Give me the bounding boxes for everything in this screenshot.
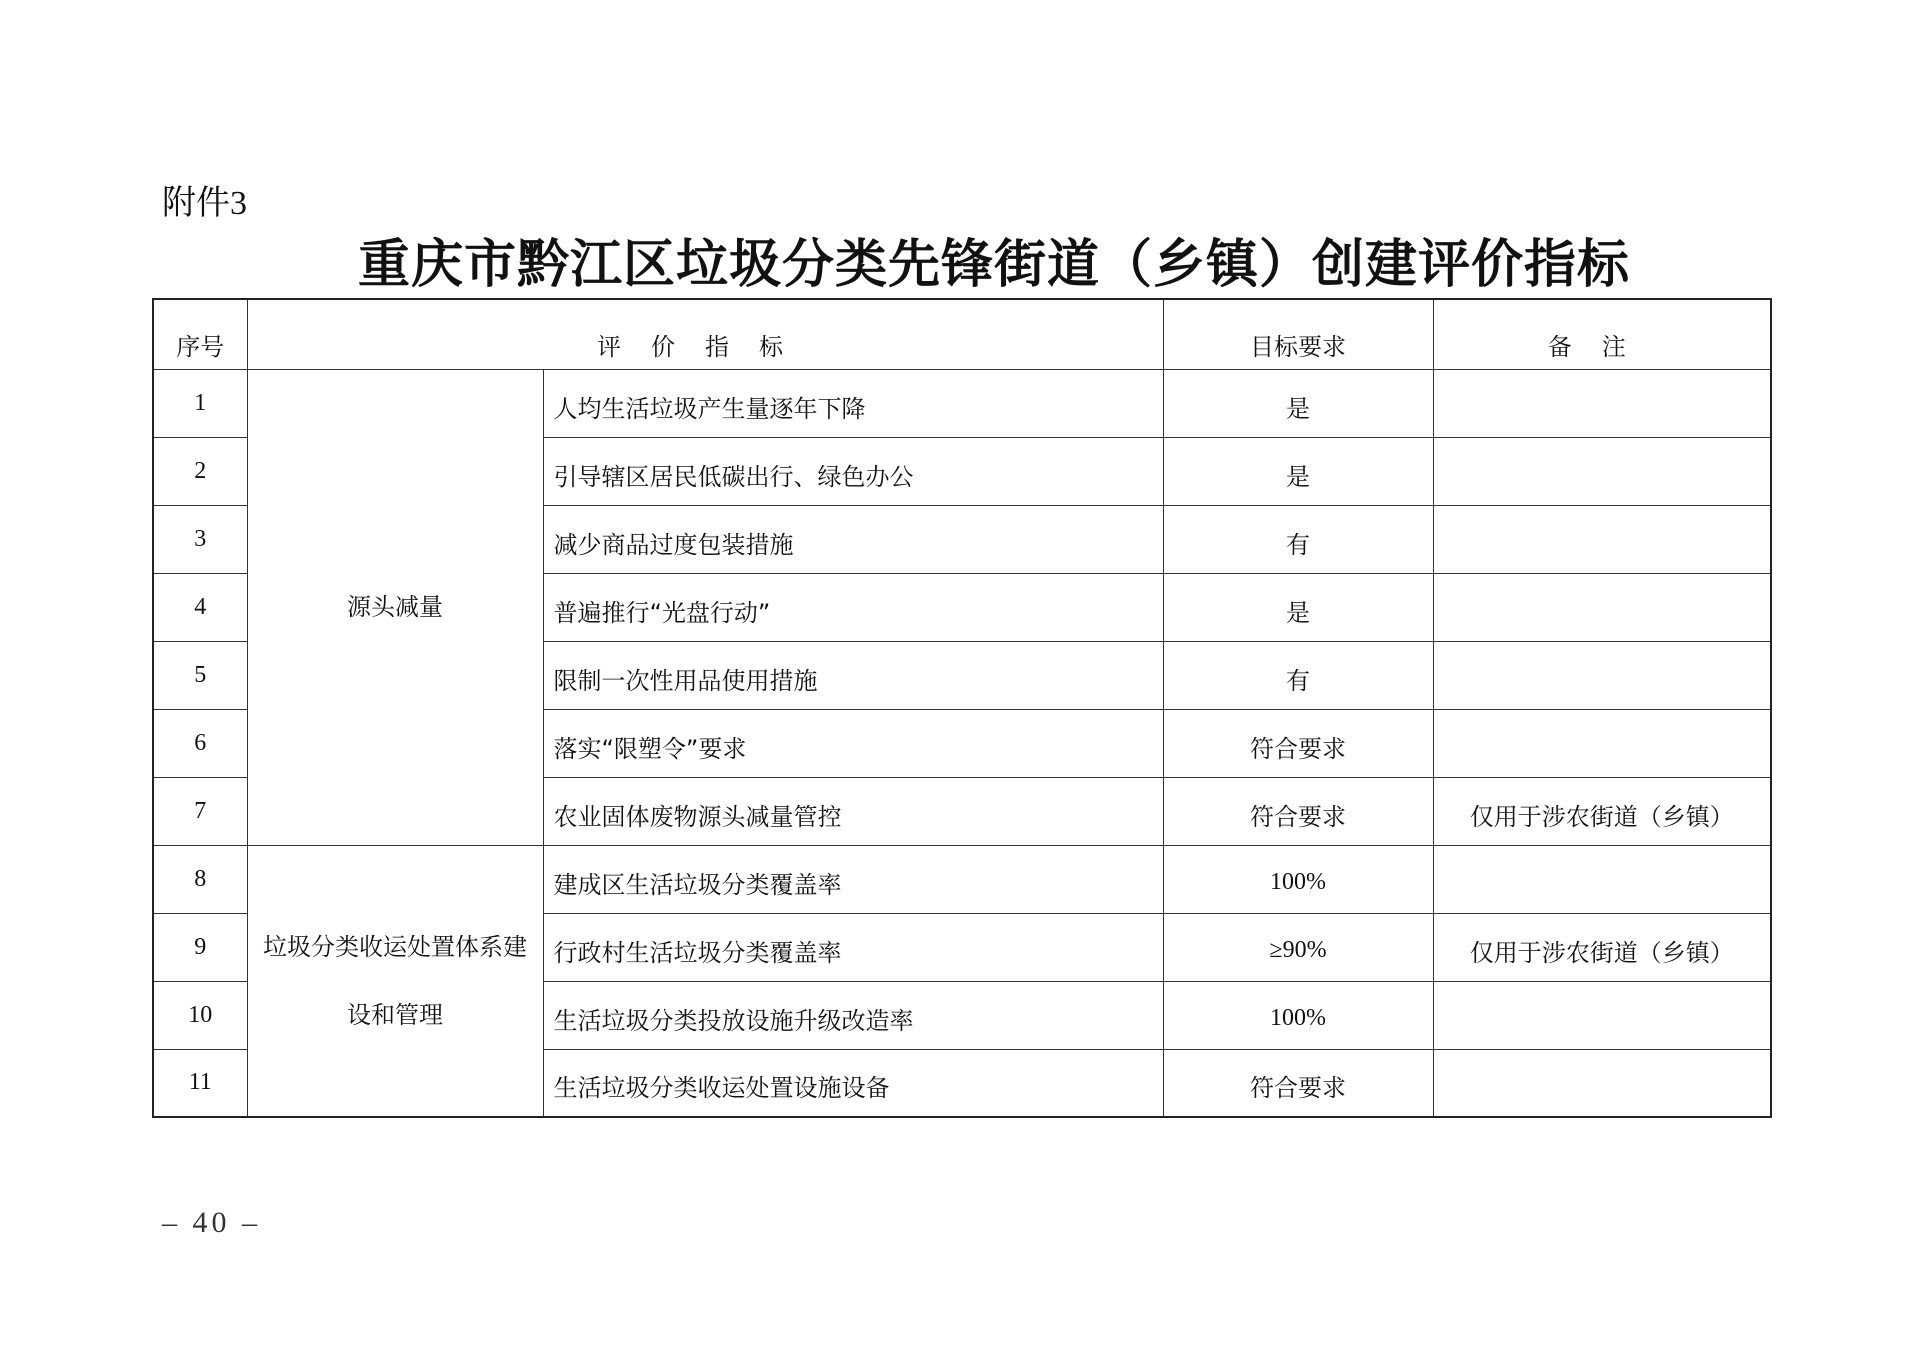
row-target: 有 (1163, 641, 1433, 709)
row-indicator: 生活垃圾分类投放设施升级改造率 (543, 981, 1163, 1049)
row-target: 符合要求 (1163, 777, 1433, 845)
category-system-line1: 垃圾分类收运处置体系建 (263, 932, 527, 961)
header-indicator (247, 299, 1163, 369)
category-system (247, 845, 543, 1117)
row-target: 是 (1163, 369, 1433, 437)
document-title: 重庆市黔江区垃圾分类先锋街道（乡镇）创建评价指标 (358, 235, 1631, 295)
row-note (1433, 709, 1771, 777)
table-header-row (153, 299, 1771, 369)
row-seq: 7 (153, 777, 247, 845)
row-seq: 5 (153, 641, 247, 709)
row-note (1433, 1049, 1771, 1117)
row-indicator: 建成区生活垃圾分类覆盖率 (543, 845, 1163, 913)
row-note: 仅用于涉农街道（乡镇） (1433, 913, 1771, 981)
row-note (1433, 641, 1771, 709)
row-indicator: 普遍推行“光盘行动” (543, 573, 1163, 641)
row-seq: 10 (153, 981, 247, 1049)
row-indicator: 行政村生活垃圾分类覆盖率 (543, 913, 1163, 981)
row-seq: 3 (153, 505, 247, 573)
row-seq: 8 (153, 845, 247, 913)
row-note (1433, 981, 1771, 1049)
header-target: 目标要求 (1163, 299, 1433, 369)
row-target: 符合要求 (1163, 1049, 1433, 1117)
row-target: 符合要求 (1163, 709, 1433, 777)
row-target: 100% (1163, 981, 1433, 1049)
row-target: 100% (1163, 845, 1433, 913)
row-target: 是 (1163, 437, 1433, 505)
row-note (1433, 573, 1771, 641)
row-seq: 6 (153, 709, 247, 777)
row-indicator: 生活垃圾分类收运处置设施设备 (543, 1049, 1163, 1117)
header-note (1433, 299, 1771, 369)
row-indicator: 限制一次性用品使用措施 (543, 641, 1163, 709)
row-indicator: 人均生活垃圾产生量逐年下降 (543, 369, 1163, 437)
row-note (1433, 437, 1771, 505)
row-note: 仅用于涉农街道（乡镇） (1433, 777, 1771, 845)
row-seq: 9 (153, 913, 247, 981)
row-note (1433, 505, 1771, 573)
row-note (1433, 369, 1771, 437)
attachment-label (162, 180, 247, 227)
attachment-prefix: 附件 (162, 183, 230, 223)
category-source-reduction: 源头减量 (247, 369, 543, 845)
row-seq: 4 (153, 573, 247, 641)
row-target: ≥90% (1163, 913, 1433, 981)
row-indicator: 减少商品过度包装措施 (543, 505, 1163, 573)
row-indicator: 引导辖区居民低碳出行、绿色办公 (543, 437, 1163, 505)
page-number: – 40 – (162, 1206, 261, 1239)
header-note-text: 备注 (1547, 332, 1656, 361)
row-seq: 1 (153, 369, 247, 437)
table-row (153, 845, 1771, 913)
header-indicator-text: 评价指标 (597, 332, 813, 361)
evaluation-table (152, 298, 1772, 1118)
header-seq: 序号 (153, 299, 247, 369)
row-indicator: 落实“限塑令”要求 (543, 709, 1163, 777)
row-seq: 11 (153, 1049, 247, 1117)
category-system-line2: 设和管理 (347, 1000, 443, 1029)
row-target: 是 (1163, 573, 1433, 641)
attachment-number: 3 (230, 185, 247, 222)
row-note (1433, 845, 1771, 913)
row-indicator: 农业固体废物源头减量管控 (543, 777, 1163, 845)
row-seq: 2 (153, 437, 247, 505)
table-row (153, 369, 1771, 437)
row-target: 有 (1163, 505, 1433, 573)
